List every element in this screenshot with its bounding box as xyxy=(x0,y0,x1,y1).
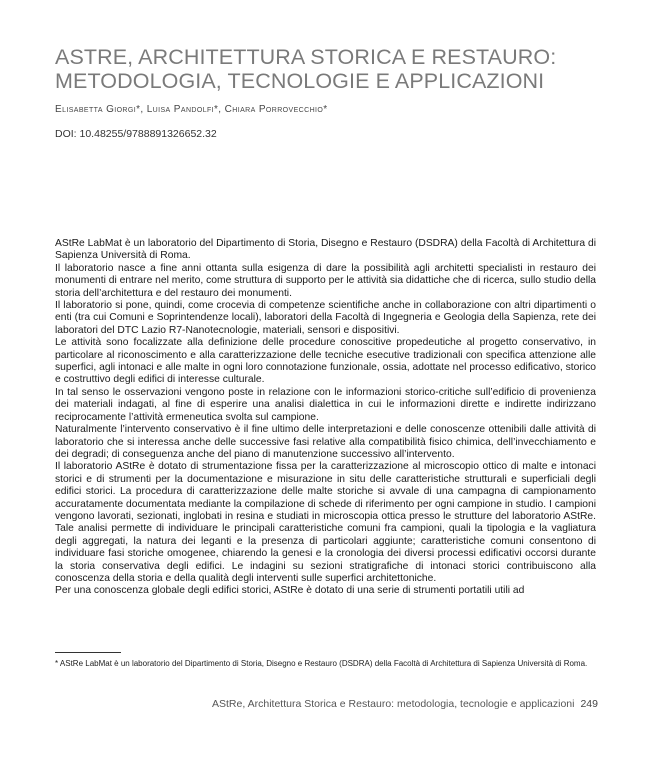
running-footer xyxy=(212,698,598,710)
paragraph-1: AStRe LabMat è un laboratorio del Dipartimento di Storia, Disegno e Restauro (DSDRA) della Facoltà di Architettura di Sapienza Università di Roma. xyxy=(55,238,596,262)
paragraph-8: Per una conoscenza globale degli edifici storici, AStRe è dotato di una serie di strumenti portatili utili ad xyxy=(55,585,525,597)
paragraph-2: Il laboratorio nasce a fine anni ottanta sulla esigenza di dare la possibilità agli architetti specialisti in restauro dei monumenti di entrare nel merito, come struttura di supporto per le attività sia didattiche che di ricerca, sullo studio della storia dell’architettura e del restauro dei monumenti. xyxy=(55,262,596,299)
title-line-1: ASTRE, ARCHITETTURA STORICA E RESTAURO: xyxy=(55,45,557,69)
article-title xyxy=(55,45,615,93)
doi: DOI: 10.48255/9788891326652.32 xyxy=(55,128,217,140)
footnote: * AStRe LabMat è un laboratorio del Dipartimento di Storia, Disegno e Restauro (DSDRA) della Facoltà di Architettura di Sapienza Università di Roma. xyxy=(55,659,588,668)
paragraph-7: Il laboratorio AStRe è dotato di strumentazione fissa per la caratterizzazione al microscopio ottico di malte e intonaci storici e di strumenti per la documentazione e misurazione in situ delle caratteristiche strutturali e superficiali degli edifici storici. La procedura di caratterizzazione delle malte storiche si avvale di una campagna di campionamento accuratamente documentata mediante la compilazione di schede di riferimento per ogni campione in studio. I campioni vengono lavorati, sezionati, inglobati in resina e studiati in microscopia ottica presso le strutture del laboratorio AStRe. Tale analisi permette di individuare le principali caratteristiche comuni fra campioni, quali la tipologia e la vagliatura degli aggregati, la natura dei leganti e la presenza di particolari aggiunte; caratteristiche comuni consentono di individuare fasi storiche omogenee, chiarendo la genesi e la cronologia dei diversi processi edificativi occorsi durante la storia conservativa degli edifici. Le indagini su sezioni stratigrafiche di intonaci storici contribuiscono alla conoscenza della storia e della qualità degli interventi sulle superfici architettoniche. xyxy=(55,461,596,584)
footnote-rule xyxy=(55,652,121,653)
paragraph-6: Naturalmente l’intervento conservativo è il fine ultimo delle interpretazioni e delle conoscenze ottenibili dalle attività di laboratorio che si interessa anche delle successive fasi relative alla compatibilità fisico chimica, dell’invecchiamento e dei degradi; di conseguenza anche del piano di manutenzione successivo all’intervento. xyxy=(55,424,596,460)
paragraph-4: Le attività sono focalizzate alla definizione delle procedure conoscitive propedeutiche al progetto conservativo, in particolare al riconoscimento e alla caratterizzazione delle tecniche esecutive tradizionali con specifica attenzione alle superfici, agli intonaci e alle malte in ogni loro connotazione funzionale, ossia, adottate nel processo edificativo, storico e costruttivo degli edifici di interesse culturale. xyxy=(55,337,596,386)
page-number: 249 xyxy=(580,698,598,710)
paragraph-3: Il laboratorio si pone, quindi, come crocevia di competenze scientifiche anche in collaborazione con altri dipartimenti o enti (tra cui Comuni e Soprintendenze locali), laboratori della Facoltà di Ingegneria e Geologia della Sapienza, rete dei laboratori del DTC Lazio R7-Nanotecnologie, materiali, sensori e dispositivi. xyxy=(55,300,596,336)
paragraph-5: In tal senso le osservazioni vengono poste in relazione con le informazioni storico-critiche sull’edificio di provenienza dei materiali indagati, al fine di esperire una analisi dialettica in cui le informazioni dirette e indirette indirizzano reciprocamente l’attività ermeneutica svolta sul campione. xyxy=(55,386,596,423)
running-footer-text: AStRe, Architettura Storica e Restauro: metodologia, tecnologie e applicazioni xyxy=(212,698,575,710)
title-line-2: METODOLOGIA, TECNOLOGIE E APPLICAZIONI xyxy=(55,69,545,93)
authors-line: Elisabetta Giorgi*, Luisa Pandolfi*, Chiara Porrovecchio* xyxy=(55,104,328,115)
article-body xyxy=(55,238,596,598)
